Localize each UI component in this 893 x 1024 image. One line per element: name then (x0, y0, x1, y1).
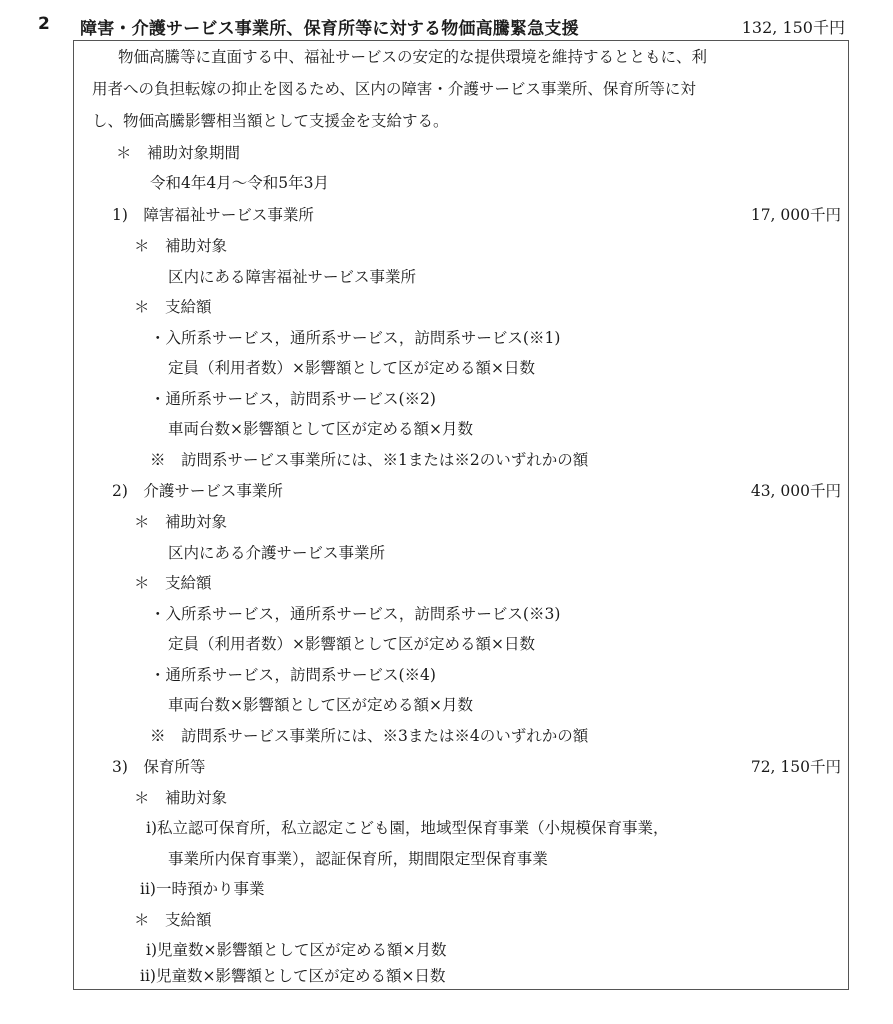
item-2-heading: 2) 介護サービス事業所 (112, 482, 283, 500)
item-1-heading: 1) 障害福祉サービス事業所 (112, 206, 314, 224)
item-3-pay-i: i)児童数×影響額として区が定める額×月数 (146, 941, 447, 959)
item-1-amount: 17, 000千円 (750, 206, 841, 224)
item-2-pay-line-1: ・入所系サービス，通所系サービス，訪問系サービス(※3) (150, 605, 561, 623)
item-1-pay-line-3: ・通所系サービス，訪問系サービス(※2) (150, 390, 436, 408)
item-3-amount: 72, 150千円 (750, 758, 841, 776)
section-amount: 132, 150千円 (741, 18, 845, 37)
period-label: ＊ 補助対象期間 (116, 144, 241, 162)
intro-line-1: 物価高騰等に直面する中、福祉サービスの安定的な提供環境を維持するとともに、利 (118, 48, 708, 66)
item-2-note: ※ 訪問系サービス事業所には、※3または※4のいずれかの額 (150, 727, 589, 745)
item-3-heading: 3) 保育所等 (112, 758, 206, 776)
intro-line-2: 用者への負担転嫁の抑止を図るため、区内の障害・介護サービス事業所、保育所等に対 (92, 80, 696, 98)
item-3-target-ii: ii)一時預かり事業 (140, 880, 265, 898)
section-heading (0, 12, 893, 42)
item-3-pay-label: ＊ 支給額 (134, 911, 212, 929)
intro-line-3: し、物価高騰影響相当額として支援金を支給する。 (92, 112, 449, 130)
item-3-pay-ii: ii)児童数×影響額として区が定める額×日数 (140, 967, 446, 985)
item-1-pay-label: ＊ 支給額 (134, 298, 212, 316)
period-value: 令和4年4月～令和5年3月 (150, 174, 329, 192)
item-1-note: ※ 訪問系サービス事業所には、※1または※2のいずれかの額 (150, 451, 589, 469)
item-2-amount: 43, 000千円 (750, 482, 841, 500)
item-1-pay-line-4: 車両台数×影響額として区が定める額×月数 (168, 420, 473, 438)
item-3-target-i-line-2: 事業所内保育事業），認証保育所，期間限定型保育事業 (168, 850, 548, 868)
item-2-pay-label: ＊ 支給額 (134, 574, 212, 592)
item-1-pay-line-1: ・入所系サービス，通所系サービス，訪問系サービス(※1) (150, 329, 561, 347)
item-1-target-label: ＊ 補助対象 (134, 237, 228, 255)
item-3-target-i-line-1: i)私立認可保育所，私立認定こども園，地域型保育事業（小規模保育事業， (146, 819, 669, 837)
item-2-pay-line-2: 定員（利用者数）×影響額として区が定める額×日数 (168, 635, 535, 653)
item-2-pay-line-3: ・通所系サービス，訪問系サービス(※4) (150, 666, 436, 684)
item-1-pay-line-2: 定員（利用者数）×影響額として区が定める額×日数 (168, 359, 535, 377)
item-2-target-value: 区内にある介護サービス事業所 (168, 544, 386, 562)
section-title: 障害・介護サービス事業所、保育所等に対する物価高騰緊急支援 (80, 19, 579, 39)
item-2-target-label: ＊ 補助対象 (134, 513, 228, 531)
section-number: 2 (38, 14, 50, 34)
item-2-pay-line-4: 車両台数×影響額として区が定める額×月数 (168, 696, 473, 714)
item-3-target-label: ＊ 補助対象 (134, 789, 228, 807)
item-1-target-value: 区内にある障害福祉サービス事業所 (168, 268, 417, 286)
